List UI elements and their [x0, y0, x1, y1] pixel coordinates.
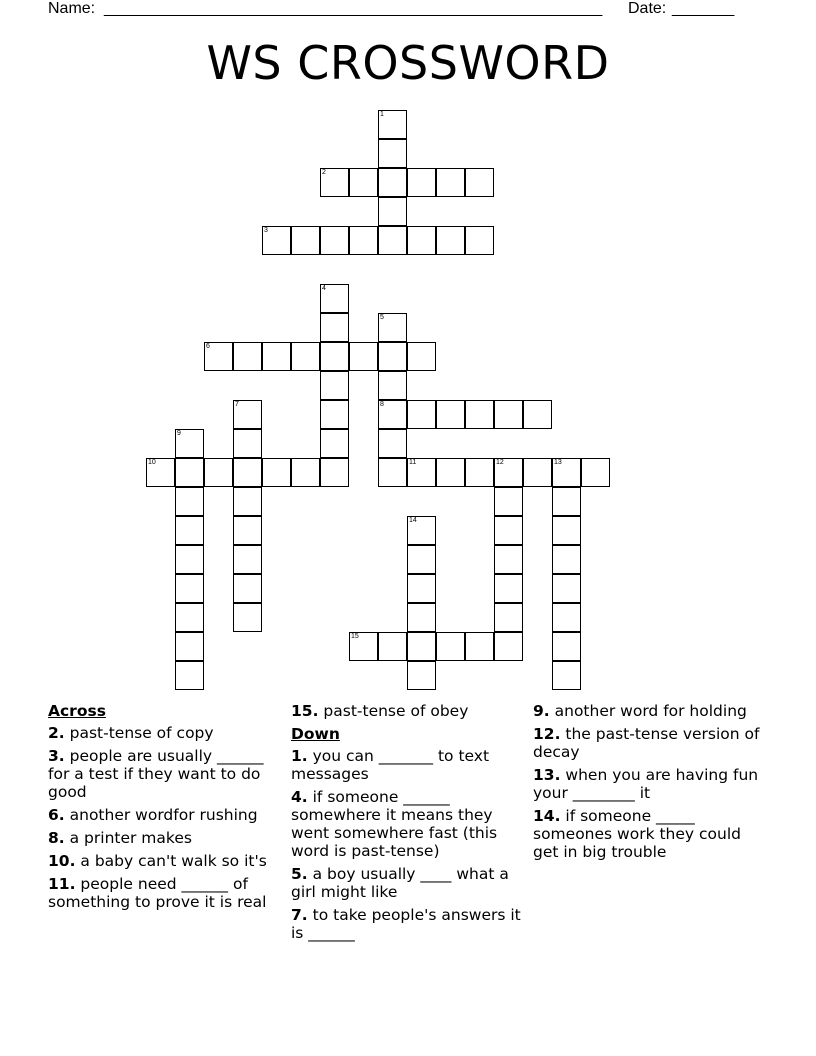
clues-column-3 [533, 702, 769, 866]
grid-cell[interactable] [320, 284, 349, 313]
grid-cell[interactable] [407, 574, 436, 603]
date-field[interactable]: _______ [672, 0, 735, 17]
grid-cell[interactable] [494, 632, 523, 661]
grid-cell[interactable] [378, 371, 407, 400]
clue-down-9: 9. another word for holding [533, 702, 747, 720]
grid-cell[interactable] [407, 516, 436, 545]
clue-number: 5 [380, 314, 384, 321]
grid-cell[interactable] [204, 458, 233, 487]
clues-column-2 [291, 702, 527, 947]
grid-cell[interactable] [407, 661, 436, 690]
grid-cell[interactable] [233, 400, 262, 429]
grid-cell[interactable] [233, 516, 262, 545]
grid-cell[interactable] [378, 139, 407, 168]
grid-cell[interactable] [262, 226, 291, 255]
grid-cell[interactable] [378, 429, 407, 458]
grid-cell[interactable] [349, 342, 378, 371]
grid-cell[interactable] [349, 168, 378, 197]
grid-cell[interactable] [465, 400, 494, 429]
clue-number: 15 [351, 633, 359, 640]
clue-across-2: 2. past-tense of copy [48, 724, 214, 742]
grid-cell[interactable] [320, 429, 349, 458]
grid-cell[interactable] [262, 342, 291, 371]
page-title: WS CROSSWORD [206, 36, 610, 90]
name-label: Name: [48, 0, 96, 17]
grid-cell[interactable] [175, 458, 204, 487]
grid-cell[interactable] [291, 458, 320, 487]
grid-cell[interactable] [407, 458, 436, 487]
grid-cell[interactable] [233, 545, 262, 574]
grid-cell[interactable] [320, 168, 349, 197]
clue-down-12: 12. the past-tense version of decay [533, 725, 760, 761]
grid-cell[interactable] [494, 516, 523, 545]
grid-cell[interactable] [175, 516, 204, 545]
grid-cell[interactable] [436, 168, 465, 197]
grid-cell[interactable] [320, 313, 349, 342]
clue-number: 3 [264, 227, 268, 234]
grid-cell[interactable] [233, 429, 262, 458]
down-heading: Down [291, 725, 340, 743]
grid-cell[interactable] [320, 226, 349, 255]
grid-cell[interactable] [175, 545, 204, 574]
grid-cell[interactable] [552, 574, 581, 603]
grid-cell[interactable] [233, 458, 262, 487]
name-field[interactable]: ________________________________________________________ [104, 0, 603, 17]
grid-cell[interactable] [175, 632, 204, 661]
grid-cell[interactable] [494, 545, 523, 574]
clue-number: 11 [409, 459, 417, 466]
grid-cell[interactable] [320, 371, 349, 400]
clue-across-8: 8. a printer makes [48, 829, 192, 847]
clue-down-13: 13. when you are having fun your ________ it [533, 766, 759, 802]
grid-cell[interactable] [320, 400, 349, 429]
clue-across-6: 6. another wordfor rushing [48, 806, 258, 824]
grid-cell[interactable] [552, 516, 581, 545]
grid-cell[interactable] [436, 226, 465, 255]
clue-down-7: 7. to take people's answers it is ______ [291, 906, 521, 942]
grid-cell[interactable] [378, 168, 407, 197]
grid-cell[interactable] [349, 226, 378, 255]
grid-cell[interactable] [494, 458, 523, 487]
clue-number: 4 [322, 285, 326, 292]
grid-cell[interactable] [175, 487, 204, 516]
grid-cell[interactable] [233, 487, 262, 516]
grid-cell[interactable] [233, 574, 262, 603]
grid-cell[interactable] [175, 574, 204, 603]
grid-cell[interactable] [494, 574, 523, 603]
grid-cell[interactable] [552, 545, 581, 574]
grid-cell[interactable] [233, 603, 262, 632]
grid-cell[interactable] [378, 342, 407, 371]
grid-cell[interactable] [378, 313, 407, 342]
grid-cell[interactable] [436, 632, 465, 661]
clue-number: 10 [148, 459, 156, 466]
clue-number: 1 [380, 111, 384, 118]
grid-cell[interactable] [320, 458, 349, 487]
grid-cell[interactable] [523, 400, 552, 429]
clue-across-11: 11. people need ______ of something to prove it is real [48, 875, 267, 911]
clue-number: 7 [235, 401, 239, 408]
grid-cell[interactable] [523, 458, 552, 487]
clue-across-3: 3. people are usually ______ for a test if they want to do good [48, 747, 264, 801]
grid-cell[interactable] [581, 458, 610, 487]
grid-cell[interactable] [262, 458, 291, 487]
grid-cell[interactable] [233, 342, 262, 371]
across-heading: Across [48, 702, 106, 720]
grid-cell[interactable] [320, 342, 349, 371]
grid-cell[interactable] [175, 661, 204, 690]
clue-number: 14 [409, 517, 417, 524]
grid-cell[interactable] [291, 342, 320, 371]
clue-across-15: 15. past-tense of obey [291, 702, 469, 720]
clue-down-14: 14. if someone _____ someones work they could get in big trouble [533, 807, 741, 861]
grid-cell[interactable] [494, 400, 523, 429]
grid-cell[interactable] [494, 487, 523, 516]
grid-cell[interactable] [465, 458, 494, 487]
clue-across-10: 10. a baby can't walk so it's [48, 852, 267, 870]
grid-cell[interactable] [291, 226, 320, 255]
grid-cell[interactable] [407, 168, 436, 197]
grid-cell[interactable] [552, 632, 581, 661]
grid-cell[interactable] [407, 400, 436, 429]
grid-cell[interactable] [378, 400, 407, 429]
grid-cell[interactable] [407, 603, 436, 632]
grid-cell[interactable] [175, 429, 204, 458]
grid-cell[interactable] [552, 458, 581, 487]
clue-number: 8 [380, 401, 384, 408]
grid-cell[interactable] [378, 110, 407, 139]
grid-cell[interactable] [407, 342, 436, 371]
grid-cell[interactable] [175, 603, 204, 632]
grid-cell[interactable] [436, 458, 465, 487]
clues-column-1 [48, 702, 284, 916]
clue-number: 2 [322, 169, 326, 176]
clue-down-5: 5. a boy usually ____ what a girl might like [291, 865, 509, 901]
grid-cell[interactable] [552, 661, 581, 690]
grid-cell[interactable] [552, 487, 581, 516]
grid-cell[interactable] [465, 168, 494, 197]
date-label: Date: [628, 0, 667, 17]
grid-cell[interactable] [465, 632, 494, 661]
grid-cell[interactable] [349, 632, 378, 661]
clue-down-1: 1. you can _______ to text messages [291, 747, 490, 783]
grid-cell[interactable] [378, 197, 407, 226]
grid-cell[interactable] [407, 632, 436, 661]
grid-cell[interactable] [407, 545, 436, 574]
grid-cell[interactable] [146, 458, 175, 487]
grid-cell[interactable] [204, 342, 233, 371]
grid-cell[interactable] [552, 603, 581, 632]
grid-cell[interactable] [494, 603, 523, 632]
clue-down-4: 4. if someone ______ somewhere it means they went somewhere fast (this word is past-tense) [291, 788, 498, 860]
grid-cell[interactable] [378, 226, 407, 255]
grid-cell[interactable] [436, 400, 465, 429]
grid-cell[interactable] [407, 226, 436, 255]
grid-cell[interactable] [378, 458, 407, 487]
grid-cell[interactable] [378, 632, 407, 661]
clue-number: 6 [206, 343, 210, 350]
grid-cell[interactable] [465, 226, 494, 255]
clue-number: 9 [177, 430, 181, 437]
clue-number: 13 [554, 459, 562, 466]
clue-number: 12 [496, 459, 504, 466]
